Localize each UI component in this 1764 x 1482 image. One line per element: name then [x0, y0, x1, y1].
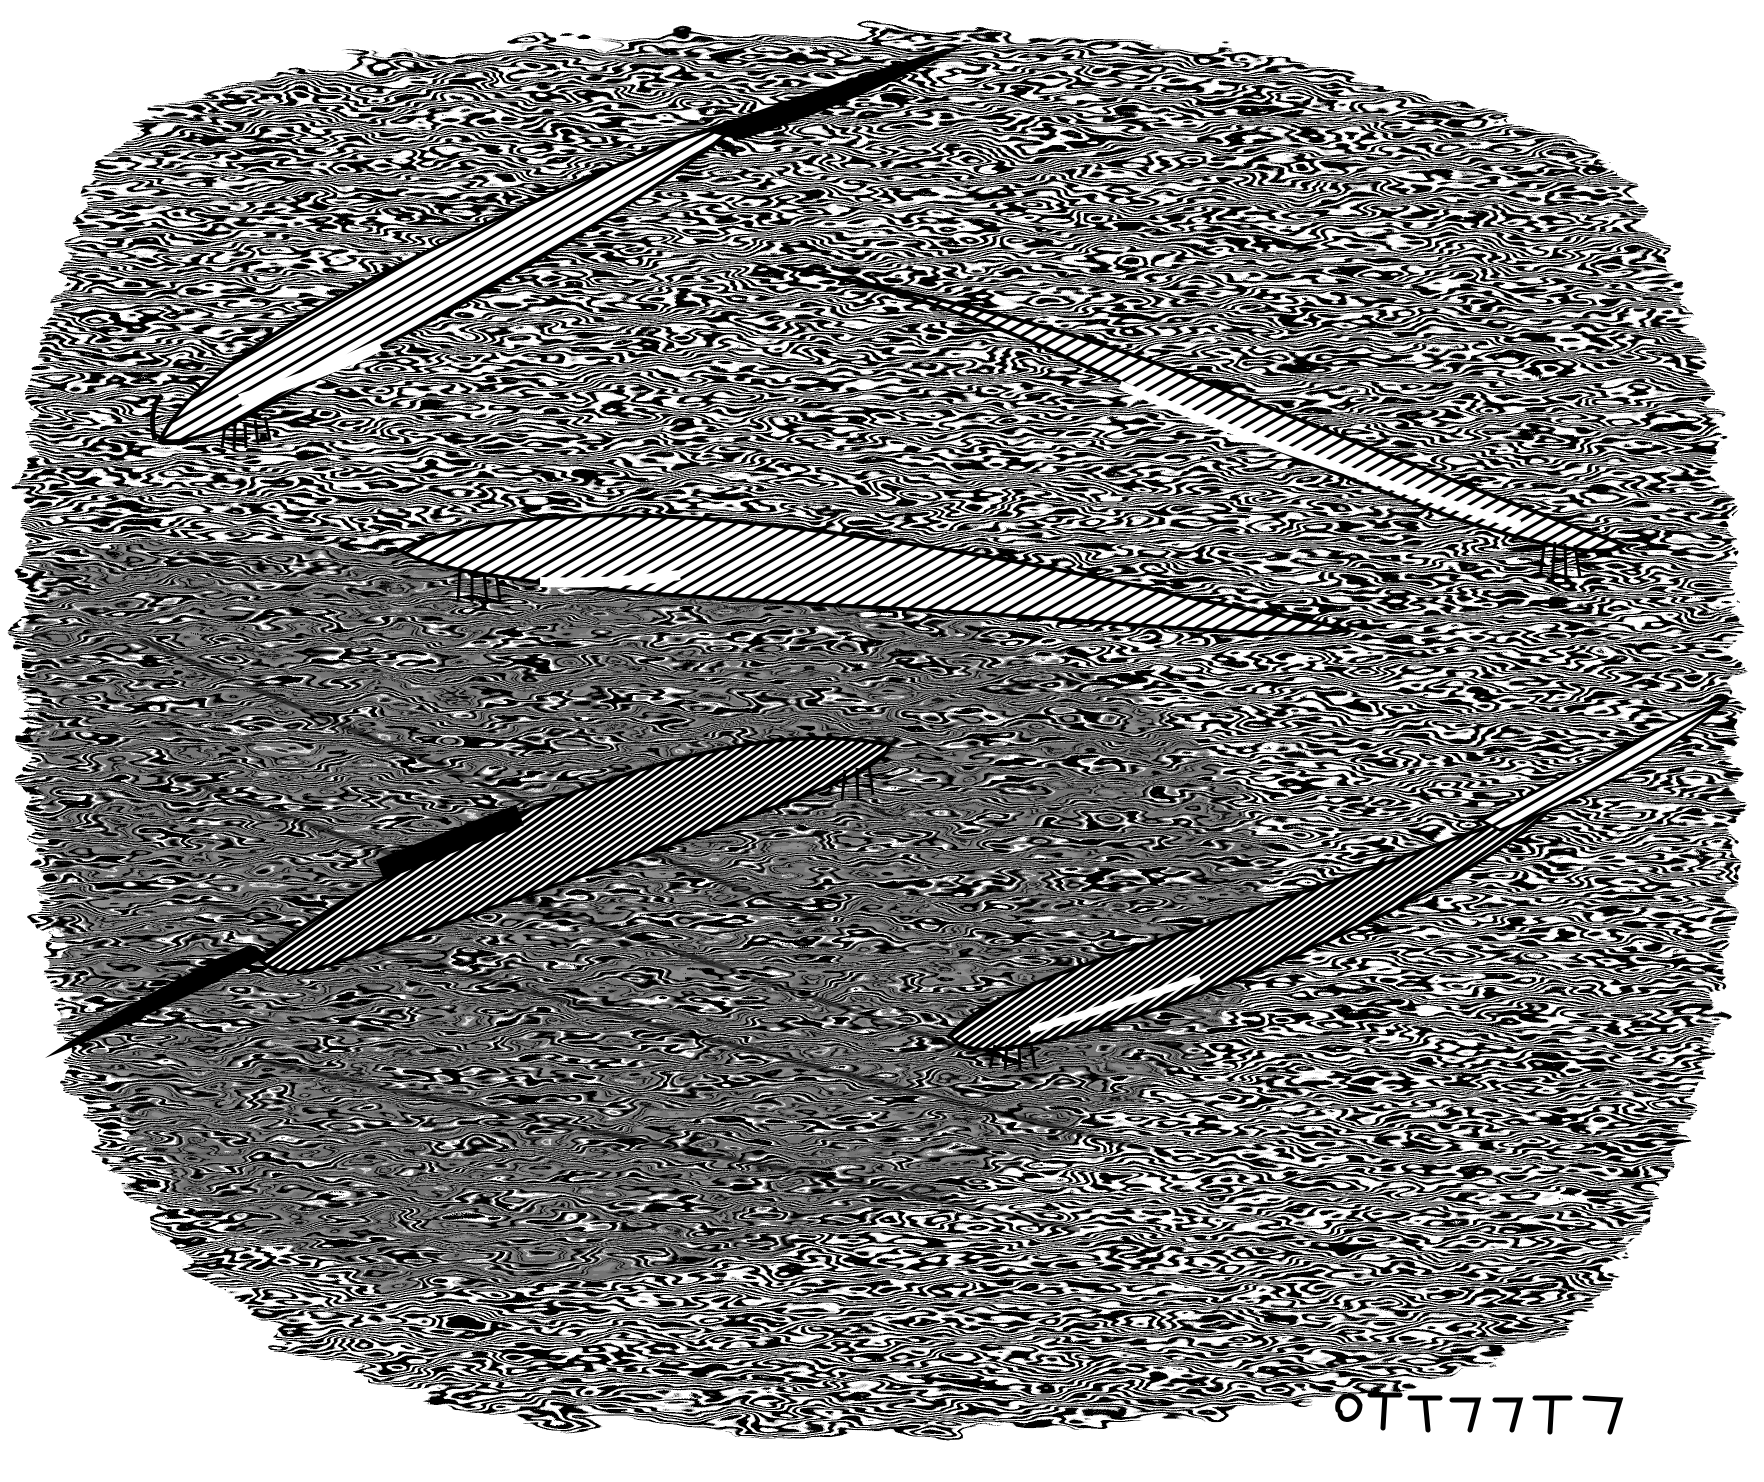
- water-background: [20, 34, 1736, 1433]
- engraver-signature: [1338, 1395, 1620, 1432]
